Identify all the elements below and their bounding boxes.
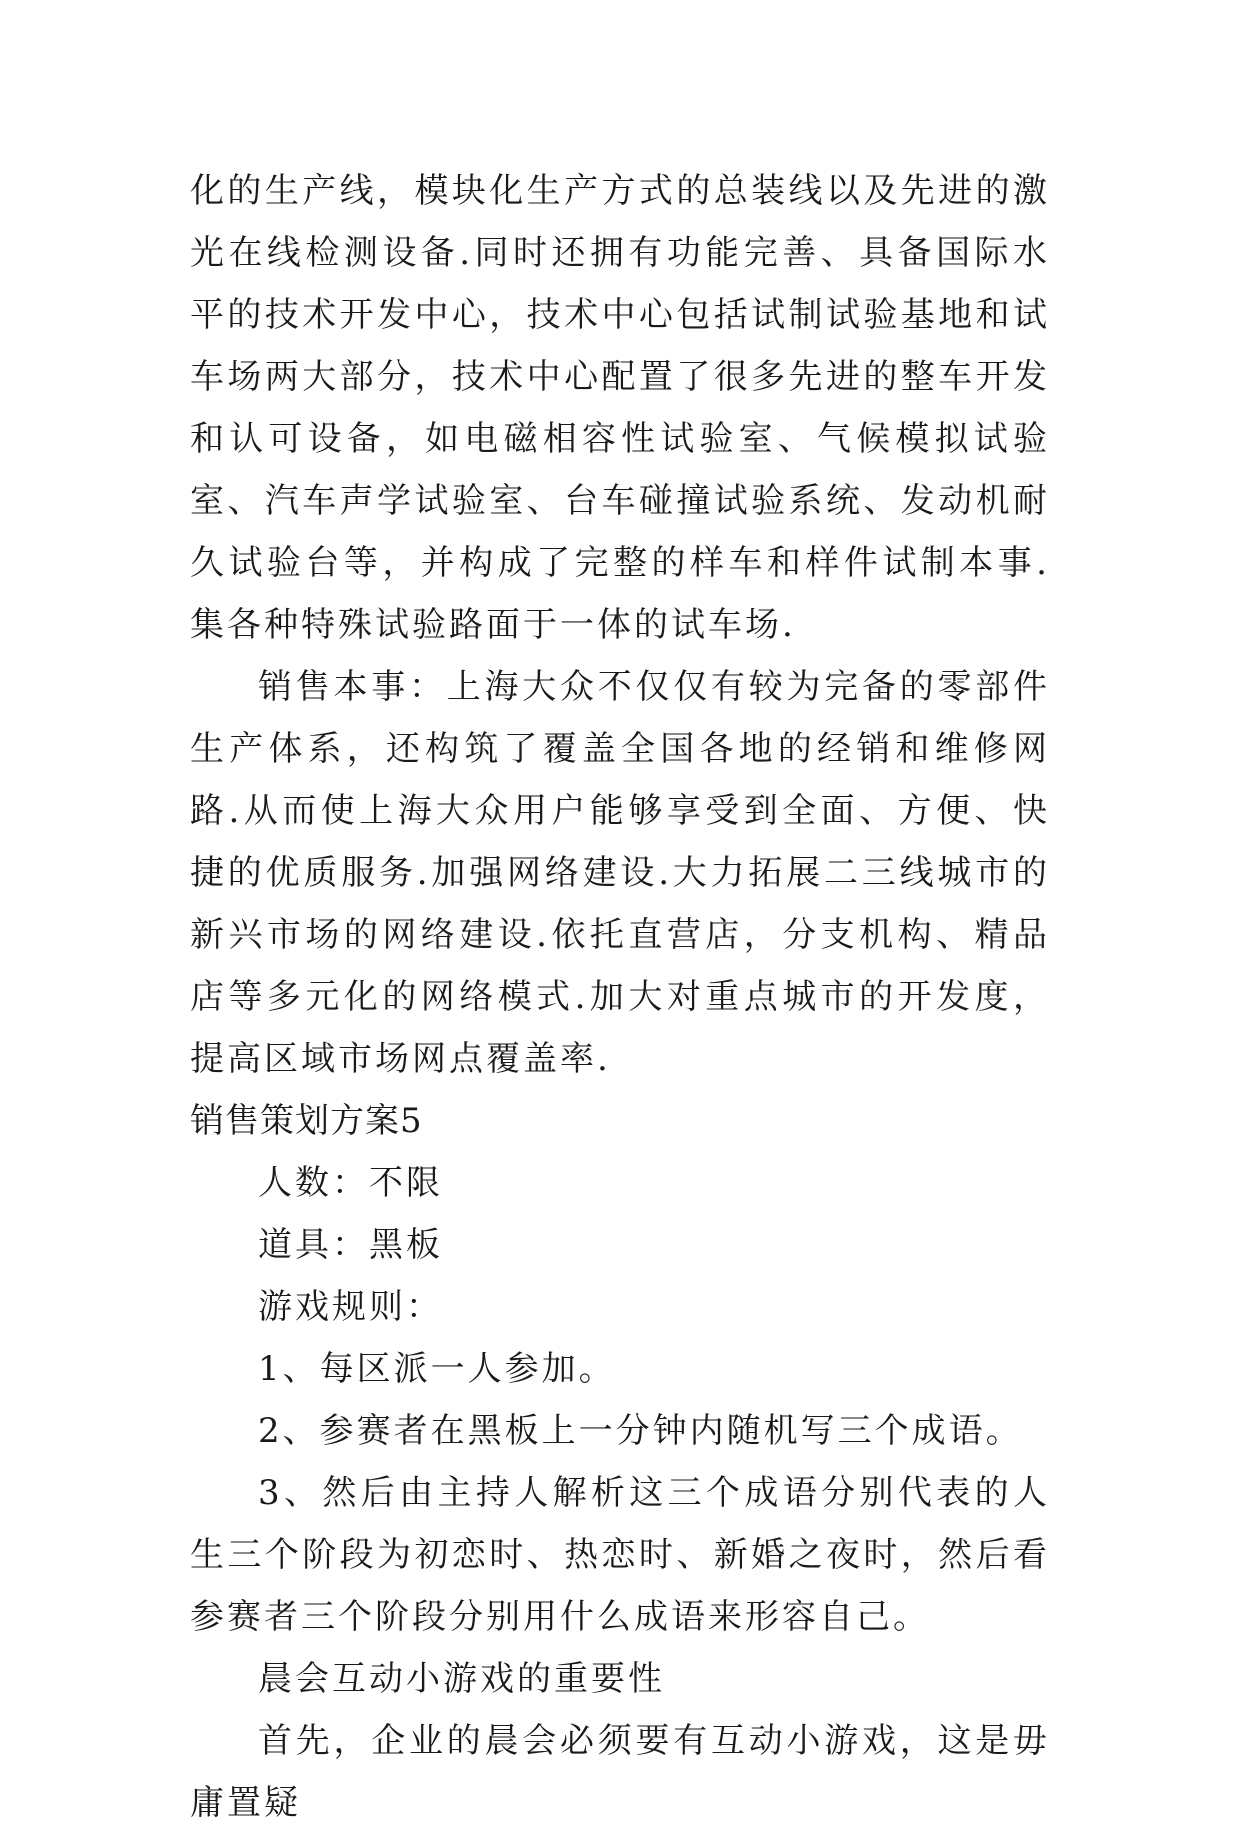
subheading-importance: 晨会互动小游戏的重要性 (258, 1659, 665, 1699)
rule-3: 3、然后由主持人解析这三个成语分别代表的人生三个阶段为初恋时、热恋时、新婚之夜时，然后看参赛者三个阶段分别用什么成语来形容自己。 (190, 1473, 1050, 1637)
rule-2: 2、参赛者在黑板上一分钟内随机写三个成语。 (258, 1411, 1023, 1451)
rule-1: 1、每区派一人参加。 (258, 1349, 616, 1389)
item-props: 道具：黑板 (258, 1225, 443, 1265)
paragraph-first: 首先，企业的晨会必须要有互动小游戏，这是毋庸置疑 (190, 1721, 1050, 1823)
item-participants: 人数：不限 (258, 1163, 443, 1203)
item-rules-heading: 游戏规则： (258, 1287, 443, 1327)
document-body (190, 160, 1050, 1834)
paragraph-sales: 销售本事：上海大众不仅仅有较为完备的零部件生产体系，还构筑了覆盖全国各地的经销和维修网路.从而使上海大众用户能够享受到全面、方便、快捷的优质服务.加强网络建设.大力拓展二三线城市的新兴市场的网络建设.依托直营店，分支机构、精品店等多元化的网络模式.加大对重点城市的开发度，提高区域市场网点覆盖率. (190, 667, 1050, 1079)
paragraph-production: 化的生产线，模块化生产方式的总装线以及先进的激光在线检测设备.同时还拥有功能完善、具备国际水平的技术开发中心，技术中心包括试制试验基地和试车场两大部分，技术中心配置了很多先进的整车开发和认可设备，如电磁相容性试验室、气候模拟试验室、汽车声学试验室、台车碰撞试验系统、发动机耐久试验台等，并构成了完整的样车和样件试制本事.集各种特殊试验路面于一体的试车场. (190, 171, 1050, 645)
section-title: 销售策划方案5 (190, 1101, 423, 1141)
